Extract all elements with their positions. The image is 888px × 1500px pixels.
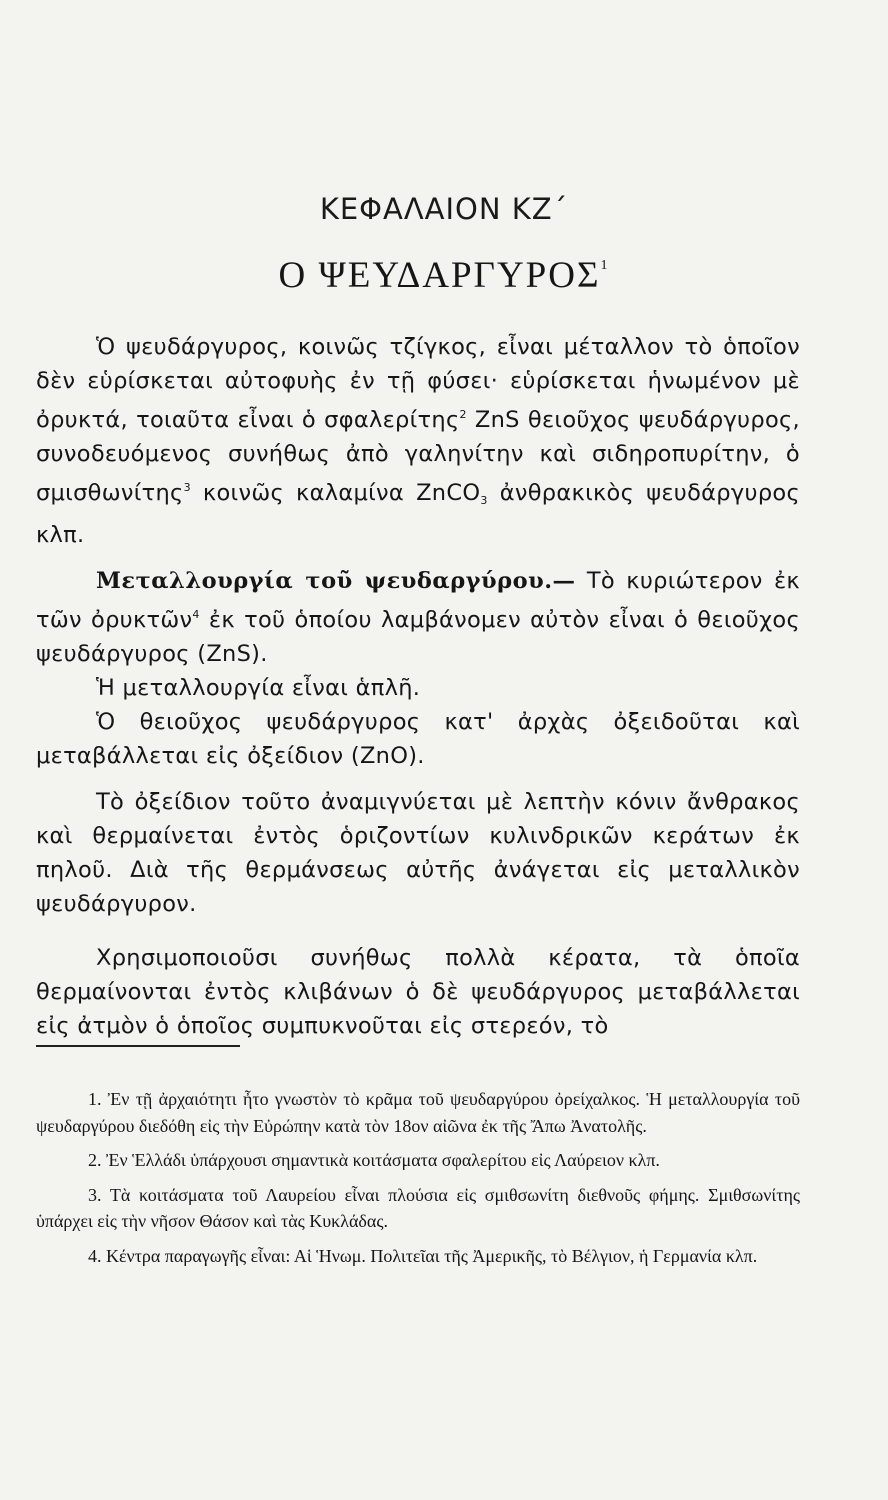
footnote-ref-3: 3 (183, 481, 191, 494)
paragraph-reduction: Τὸ ὀξείδιον τοῦτο ἀναμιγνύεται μὲ λεπτὴν κόνιν ἄνθρακος καὶ θερμαίνεται ἐντὸς ὁριζοντίων κυλινδρικῶν κεράτων ἐκ πηλοῦ. Διὰ τῆς θερμάνσεως αὐτῆς ἀνάγεται εἰς μεταλλικὸν ψευδάργυρον. (36, 789, 800, 917)
chapter-heading: ΚΕΦΑΛΑΙΟΝ ΚΖ΄ (319, 192, 569, 226)
paragraph-intro-text-1: Ὁ ψευδάργυρος, κοινῶς τζίγκος, εἶναι μέταλλον τὸ ὁποῖον δὲν εὑρίσκεται αὐτοφυὴς ἐν τῇ φύσει· εὑρίσκεται ἡνωμένον μὲ ὀρυκτά, τοιαῦτα εἶναι ὁ σφαλερίτης (36, 334, 800, 433)
footnote-4: 4. Κέντρα παραγωγῆς εἶναι: Αἱ Ἡνωμ. Πολιτεῖαι τῆς Ἀμερικῆς, τὸ Βέλγιον, ἡ Γερμανία κλπ. (88, 1245, 758, 1266)
footnote-ref-4: 4 (192, 608, 200, 621)
footnote-2: 2. Ἐν Ἑλλάδι ὑπάρχουσι σημαντικὰ κοιτάσματα σφαλερίτου εἰς Λαύρειον κλπ. (88, 1150, 660, 1170)
main-text (36, 330, 800, 1043)
footnotes (36, 1086, 800, 1277)
paragraph-simple: Ἡ μεταλλουργία εἶναι ἁπλῆ. (96, 675, 421, 701)
footnote-ref-2: 2 (459, 408, 467, 421)
footnote-3: 3. Τὰ κοιτάσματα τοῦ Λαυρείου εἶναι πλούσια εἰς σμιθσωνίτη διεθνοῦς φήμης. Σμιθσωνίτης ὑπάρχει εἰς τὴν νῆσον Θάσον καὶ τὰς Κυκλάδας. (36, 1184, 800, 1231)
paragraph-intro (36, 330, 800, 552)
footnote-divider (36, 1045, 240, 1047)
footnote-1: 1. Ἐν τῇ ἀρχαιότητι ἦτο γνωστὸν τὸ κρᾶμα τοῦ ψευδαργύρου ὀρείχαλκος. Ἡ μεταλλουργία τοῦ ψευδαργύρου διεδόθη εἰς τὴν Εὐρώπην κατὰ τὸν 18ον αἰῶνα ἐκ τῆς Ἄπω Ἀνατολῆς. (36, 1089, 800, 1136)
paragraph-oxidation: Ὁ θειοῦχος ψευδάργυρος κατ' ἀρχὰς ὀξειδοῦται καὶ μεταβάλλεται εἰς ὀξείδιον (ZnO). (36, 709, 800, 769)
paragraph-metallurgy-text-1: Τὸ κυριώτερον ἐκ τῶν ὀρυκτῶν (36, 568, 800, 633)
paragraph-metallurgy-text-2: ἐκ τοῦ ὁποίου λαμβάνομεν αὐτὸν εἶναι ὁ θειοῦχος ψευδάργυρος (ZnS). (36, 607, 800, 667)
paragraph-intro-text-2: ZnS θειοῦχος ψευδάργυρος, συνοδευόμενος συνήθως ἀπὸ γαληνίτην καὶ σιδηροπυρίτην, ὁ σμισθωνίτης (36, 407, 800, 506)
paragraph-intro-text-3: κοινῶς καλαμίνα ZnCO (190, 480, 481, 506)
paragraph-intro-text-4: ἀνθρακικὸς ψευδάργυρος κλπ. (36, 480, 800, 548)
paragraph-retorts: Χρησιμοποιοῦσι συνήθως πολλὰ κέρατα, τὰ ὁποῖα θερμαίνονται ἐντὸς κλιβάνων ὁ δὲ ψευδάργυρος μεταβάλλεται εἰς ἀτμὸν ὁ ὁποῖος συμπυκνοῦται εἰς στερεόν, τὸ (36, 945, 800, 1039)
formula-subscript: 3 (480, 494, 488, 507)
chapter-title (0, 254, 888, 297)
footnote-ref-1: 1 (600, 258, 610, 273)
chapter-title-text: Ο ΨΕΥΔΑΡΓΥΡΟΣ (278, 255, 601, 296)
paragraph-metallurgy (36, 564, 800, 671)
section-subheading: Μεταλλουργία τοῦ ψευδαργύρου.— (96, 568, 576, 594)
